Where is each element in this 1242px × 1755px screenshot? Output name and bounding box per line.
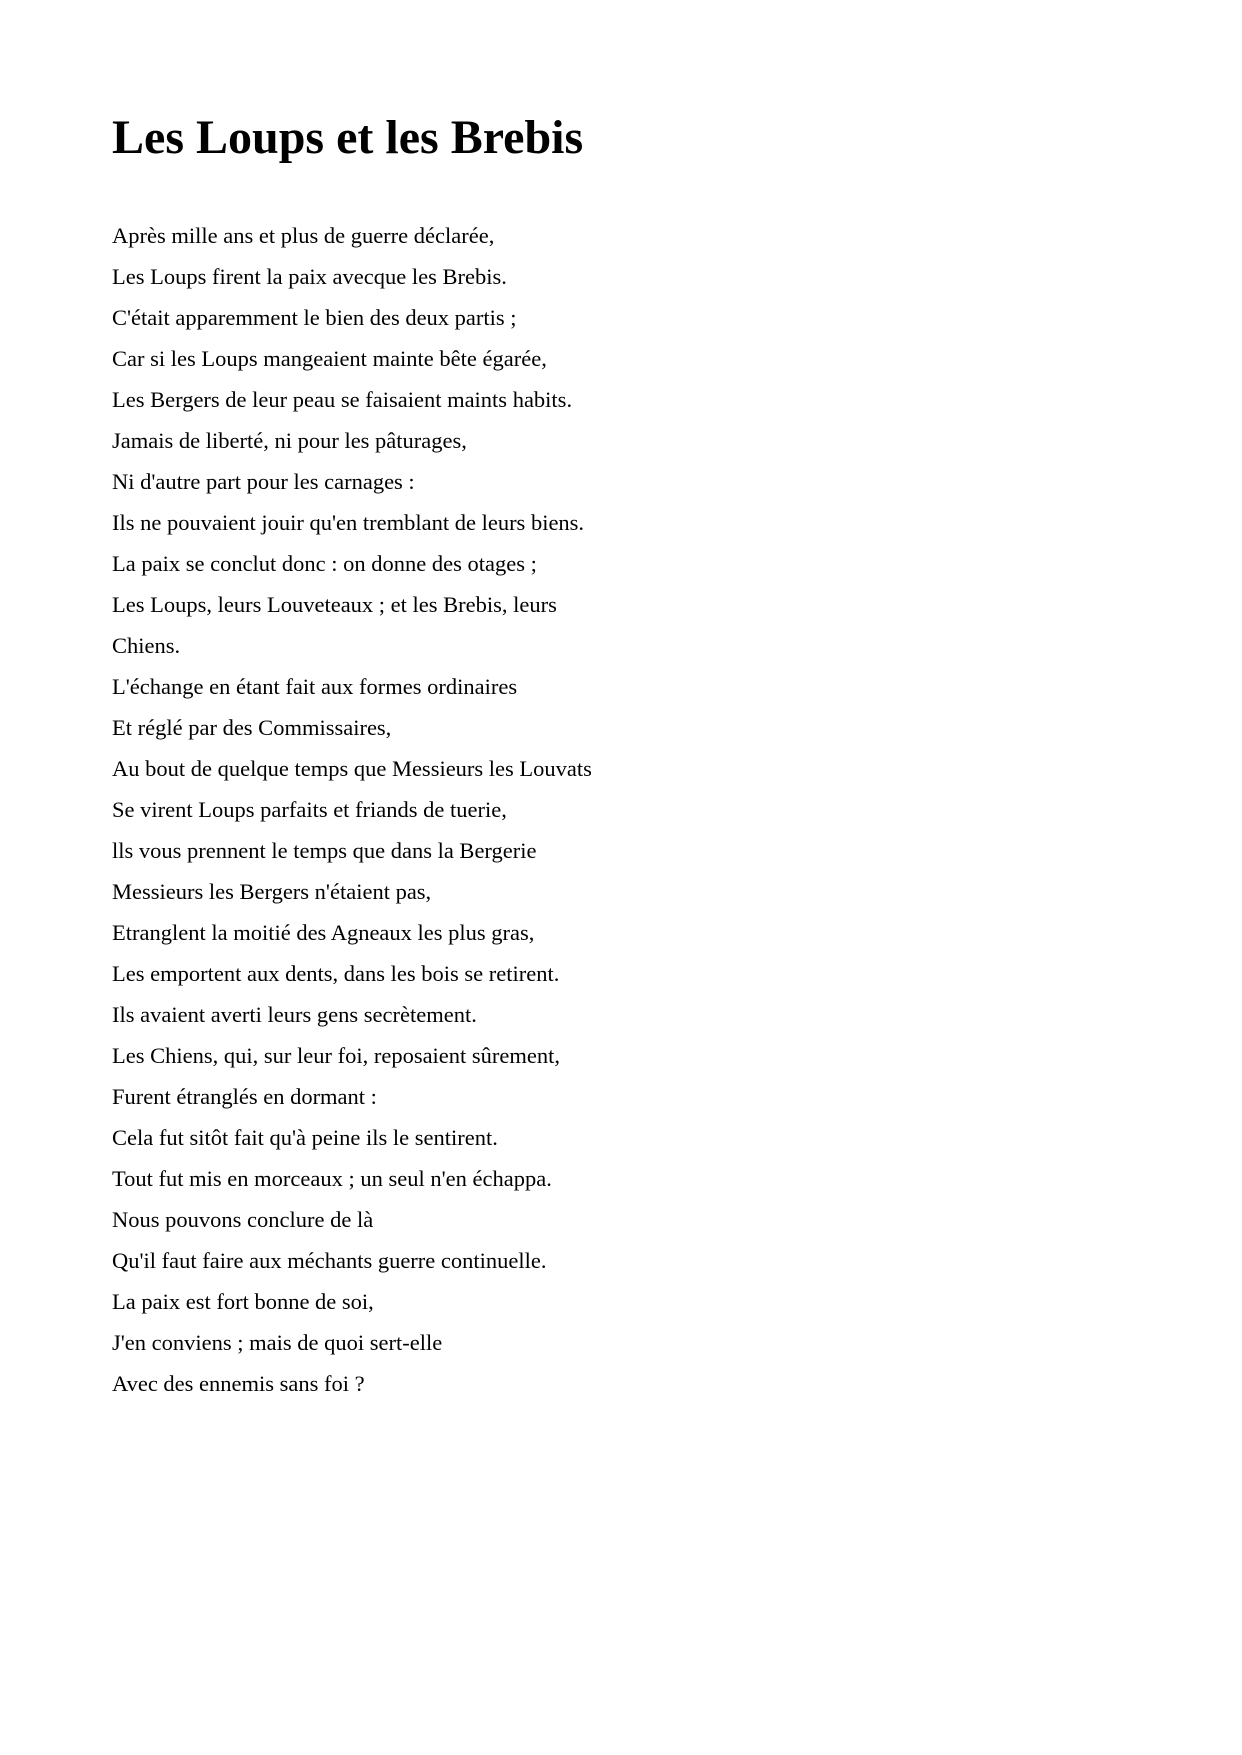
poem-body xyxy=(112,215,592,1404)
poem-line: Car si les Loups mangeaient mainte bête égarée, xyxy=(112,346,547,371)
poem-line: Avec des ennemis sans foi ? xyxy=(112,1371,365,1396)
poem-line: J'en conviens ; mais de quoi sert-elle xyxy=(112,1330,443,1355)
poem-title: Les Loups et les Brebis xyxy=(112,111,584,164)
poem-line: lls vous prennent le temps que dans la Bergerie xyxy=(112,838,537,863)
poem-line: Nous pouvons conclure de là xyxy=(112,1207,374,1232)
poem-line: Jamais de liberté, ni pour les pâturages, xyxy=(112,428,467,453)
poem-line: La paix se conclut donc : on donne des otages ; xyxy=(112,551,537,576)
poem-line: Ils ne pouvaient jouir qu'en tremblant de leurs biens. xyxy=(112,510,585,535)
poem-line: Les emportent aux dents, dans les bois se retirent. xyxy=(112,961,560,986)
poem-line: Les Bergers de leur peau se faisaient maints habits. xyxy=(112,387,573,412)
poem-line: L'échange en étant fait aux formes ordinaires xyxy=(112,674,518,699)
poem-line: Ils avaient averti leurs gens secrètement. xyxy=(112,1002,477,1027)
poem-line: Tout fut mis en morceaux ; un seul n'en échappa. xyxy=(112,1166,552,1191)
poem-line: Les Loups, leurs Louveteaux ; et les Brebis, leurs xyxy=(112,592,557,617)
poem-line: Messieurs les Bergers n'étaient pas, xyxy=(112,879,432,904)
poem-line: Les Loups firent la paix avecque les Brebis. xyxy=(112,264,507,289)
poem-line: Se virent Loups parfaits et friands de tuerie, xyxy=(112,797,507,822)
poem-line: Chiens. xyxy=(112,633,181,658)
poem-line: Qu'il faut faire aux méchants guerre continuelle. xyxy=(112,1248,547,1273)
poem-line: Et réglé par des Commissaires, xyxy=(112,715,392,740)
poem-line: Après mille ans et plus de guerre déclarée, xyxy=(112,223,495,248)
poem-line: Les Chiens, qui, sur leur foi, reposaient sûrement, xyxy=(112,1043,561,1068)
poem-line: Ni d'autre part pour les carnages : xyxy=(112,469,415,494)
poem-line: Etranglent la moitié des Agneaux les plus gras, xyxy=(112,920,535,945)
poem-line: Cela fut sitôt fait qu'à peine ils le sentirent. xyxy=(112,1125,498,1150)
poem-line: C'était apparemment le bien des deux partis ; xyxy=(112,305,517,330)
poem-line: Furent étranglés en dormant : xyxy=(112,1084,377,1109)
poem-line: Au bout de quelque temps que Messieurs les Louvats xyxy=(112,756,592,781)
poem-line: La paix est fort bonne de soi, xyxy=(112,1289,374,1314)
